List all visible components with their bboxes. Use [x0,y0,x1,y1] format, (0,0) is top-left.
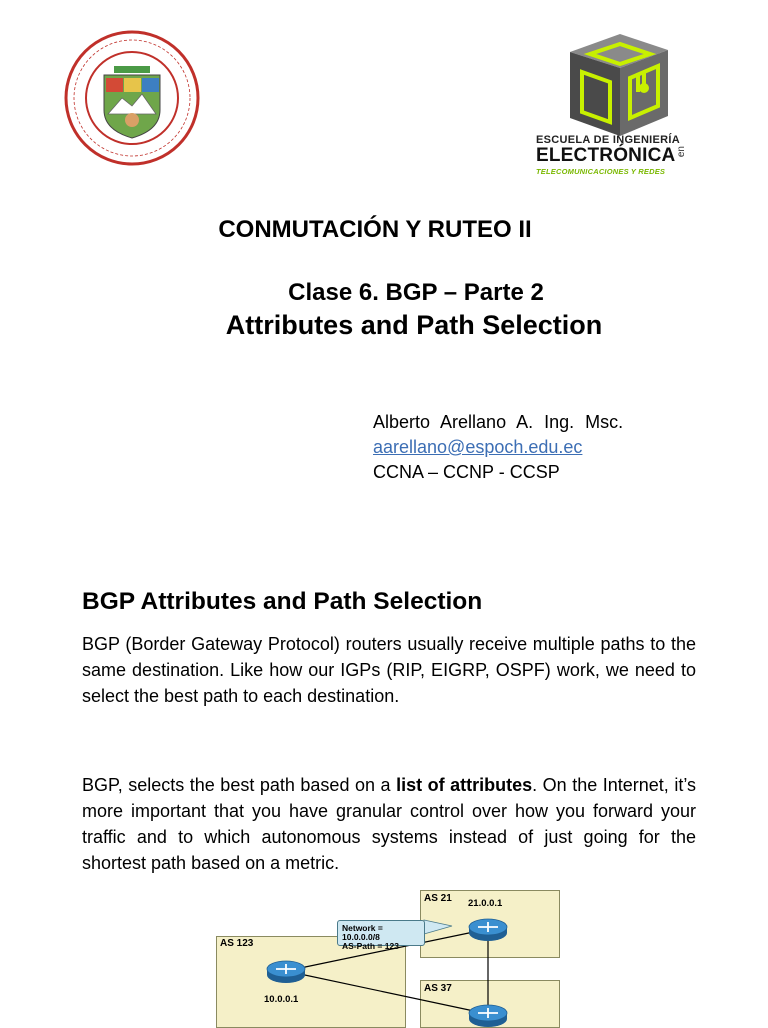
paragraph-2-start: BGP, selects the best path based on a [82,775,397,795]
as-left-ip: 10.0.0.1 [264,994,299,1005]
course-title: CONMUTACIÓN Y RUTEO II [218,216,532,243]
subtitle: Attributes and Path Selection [225,310,603,340]
route-advertisement-callout [337,920,425,951]
school-en: en [676,146,688,158]
author-name: Alberto Arellano A. Ing. Msc. [373,412,624,432]
paragraph-2-end: . On the Internet, it’s more important that you have granular control over how you forward your traffic and to which autonomous systems instead of just going for the shortest path based on a metric. [82,775,696,873]
school-line1: ESCUELA DE INGENIERÍA [536,134,681,146]
router-icon [266,960,306,984]
school-logo-text [536,134,686,176]
cube-antenna-logo-icon [550,32,680,140]
as-bottom-label: AS 37 [424,983,452,994]
school-line2: ELECTRÓNICA [536,145,676,166]
paragraph-1: BGP (Border Gateway Protocol) routers usually receive multiple paths to the same destination. Like how our IGPs (RIP, EIGRP, OSPF) work, we need to select the best path to each destination. [82,634,696,706]
school-line3: TELECOMUNICACIONES Y REDES [536,167,666,176]
author-email-link[interactable]: aarellano@espoch.edu.ec [373,437,583,457]
author-block [373,410,623,485]
paragraph-2 [82,772,696,876]
router-icon [468,918,508,942]
router-icon [468,1004,508,1028]
university-seal-icon [64,30,200,166]
as-left-label: AS 123 [220,938,254,949]
class-title: Clase 6. BGP – Parte 2 [288,279,544,306]
author-certs: CCNA – CCNP - CCSP [373,462,560,482]
as-top-label: AS 21 [424,893,452,904]
section-heading: BGP Attributes and Path Selection [82,588,483,615]
callout-as-path: AS-Path = 123 [342,941,399,951]
as-top-ip: 21.0.0.1 [468,898,503,909]
paragraph-2-bold: list of attributes [396,775,533,795]
callout-network: Network = 10.0.0.0/8 [342,923,383,942]
bgp-network-diagram [216,890,560,1024]
